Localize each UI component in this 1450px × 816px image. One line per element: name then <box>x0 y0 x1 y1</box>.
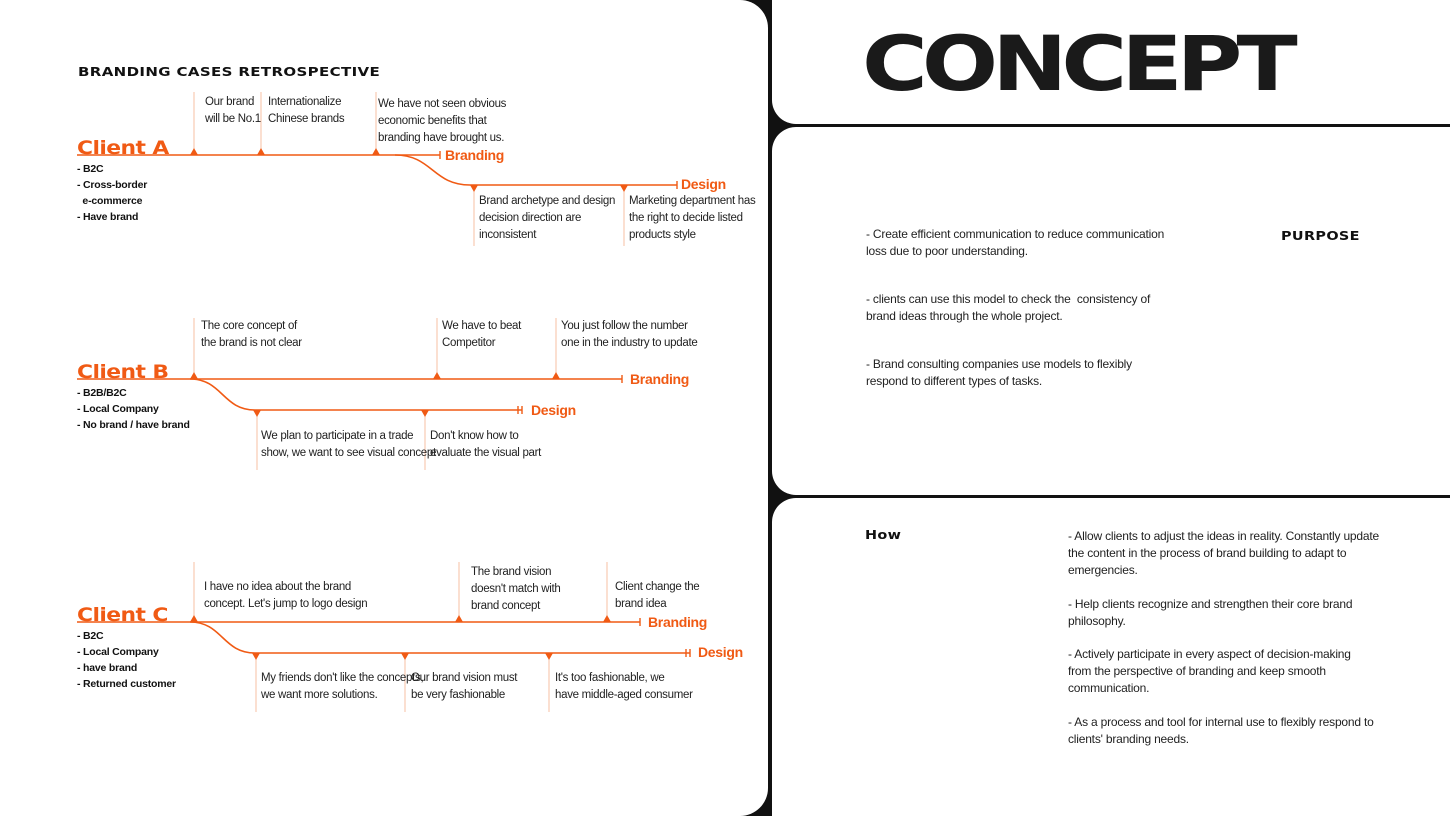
design-note: Brand archetype and design decision direction are inconsistent <box>479 195 616 241</box>
client-meta <box>77 628 176 692</box>
how-panel <box>772 498 1450 816</box>
client-meta <box>77 385 190 433</box>
how-point: - Actively participate in every aspect of decision-making from the perspective of branding and keep smooth communication. <box>1068 647 1351 695</box>
branding-label: Branding <box>445 147 505 163</box>
design-label: Design <box>681 176 726 192</box>
design-label: Design <box>531 402 576 418</box>
design-note: Our brand vision must be very fashionable <box>411 672 518 701</box>
design-branch-line <box>190 379 522 410</box>
purpose-title: PURPOSE <box>1281 229 1360 243</box>
section-title: BRANDING CASES RETROSPECTIVE <box>78 64 381 79</box>
how-point: - Allow clients to adjust the ideas in reality. Constantly update the content in the process of brand building to adapt to emergencies. <box>1068 529 1379 577</box>
branding-marker <box>433 372 441 379</box>
design-note: Marketing department has the right to decide listed products style <box>629 195 756 241</box>
branding-note: The brand vision doesn't match with brand concept <box>471 566 561 612</box>
branding-note: The core concept of the brand is not clear <box>201 320 302 349</box>
design-note: It's too fashionable, we have middle-aged consumer <box>555 672 693 701</box>
design-label: Design <box>698 644 743 660</box>
purpose-point: - Create efficient communication to reduce communication loss due to poor understanding. <box>866 227 1165 258</box>
purpose-point: - Brand consulting companies use models to flexibly respond to different types of tasks. <box>866 357 1132 388</box>
design-note: My friends don't like the concepts, we want more solutions. <box>261 672 424 701</box>
purpose-panel <box>772 127 1450 495</box>
design-marker <box>545 653 553 660</box>
how-point: - Help clients recognize and strengthen their core brand philosophy. <box>1068 597 1353 628</box>
client-name: Client A <box>77 137 169 159</box>
design-marker <box>401 653 409 660</box>
branding-marker <box>552 372 560 379</box>
client-meta-item: - Returned customer <box>77 678 176 690</box>
client-meta-item: - B2C <box>77 163 104 175</box>
client-name: Client C <box>77 604 168 626</box>
branding-note: Our brand will be No.1 <box>205 96 261 125</box>
branding-marker <box>455 615 463 622</box>
branding-marker <box>257 148 265 155</box>
client-meta-item: - Cross-border <box>77 179 148 191</box>
client-meta-item: e-commerce <box>77 195 143 207</box>
how-point: - As a process and tool for internal use to flexibly respond to clients' branding needs. <box>1068 715 1374 746</box>
branding-marker <box>190 372 198 379</box>
branding-label: Branding <box>630 371 690 387</box>
headline: CONCEPT <box>862 19 1292 108</box>
design-marker <box>620 185 628 192</box>
client-meta-item: - Local Company <box>77 403 159 415</box>
branding-label: Branding <box>648 614 708 630</box>
branding-note: Internationalize Chinese brands <box>268 96 345 125</box>
branding-note: Client change the brand idea <box>615 581 700 610</box>
client-name: Client B <box>77 361 169 383</box>
branding-note: You just follow the number one in the industry to update <box>561 320 698 349</box>
branding-marker <box>190 615 198 622</box>
design-marker <box>421 410 429 417</box>
design-note: Don't know how to evaluate the visual part <box>430 430 542 459</box>
branding-marker <box>190 148 198 155</box>
design-branch-line <box>190 622 690 653</box>
client-meta-item: - have brand <box>77 662 138 674</box>
design-marker <box>470 185 478 192</box>
design-marker <box>252 653 260 660</box>
client-meta-item: - B2C <box>77 630 104 642</box>
client-meta-item: - B2B/B2C <box>77 387 127 399</box>
branding-note: We have not seen obvious economic benefits that branding have brought us. <box>378 98 507 144</box>
design-note: We plan to participate in a trade show, we want to see visual concept <box>261 430 436 459</box>
headline-panel <box>772 0 1450 124</box>
branding-note: I have no idea about the brand concept. Let's jump to logo design <box>204 581 368 610</box>
branding-marker <box>603 615 611 622</box>
client-meta-item: - Local Company <box>77 646 159 658</box>
purpose-point: - clients can use this model to check the consistency of brand ideas through the whole project. <box>866 292 1151 323</box>
how-title: How <box>865 528 902 542</box>
client-meta-item: - No brand / have brand <box>77 419 190 431</box>
client-meta <box>77 161 147 225</box>
client-meta-item: - Have brand <box>77 211 139 223</box>
design-marker <box>253 410 261 417</box>
branding-note: We have to beat Competitor <box>442 320 522 349</box>
branding-marker <box>372 148 380 155</box>
design-branch-line <box>395 155 677 185</box>
